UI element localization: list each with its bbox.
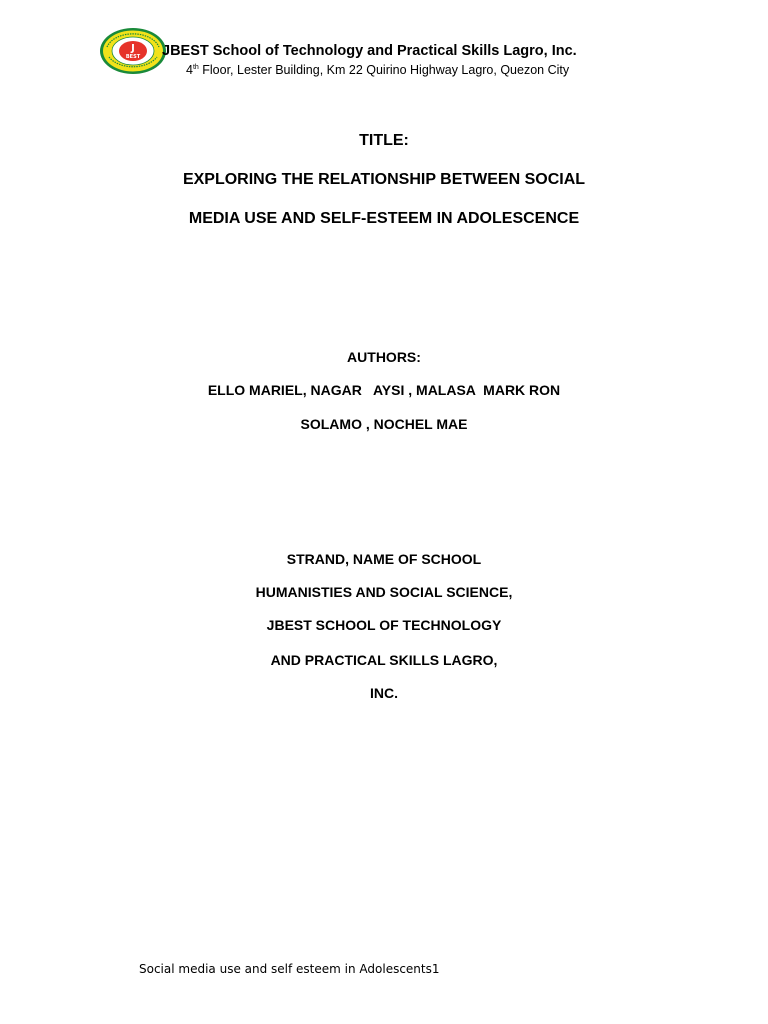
title-line-1: EXPLORING THE RELATIONSHIP BETWEEN SOCIAL [182,171,586,188]
strand-name-line: HUMANISTIES AND SOCIAL SCIENCE, [255,584,513,600]
school-name: JBEST School of Technology and Practical Skills Lagro, Inc. [162,43,577,59]
authors-line-2: SOLAMO , NOCHEL MAE [300,416,468,432]
strand-line: STRAND, NAME OF SCHOOL [286,551,482,567]
school-address [186,63,569,77]
school-seal-logo [99,27,167,75]
logo-text: BEST [125,54,141,60]
address-prefix: 4 [186,63,193,77]
school-line-3: INC. [370,685,398,701]
footer-text: Social media use and self esteem in Adolescents [139,962,432,976]
logo-letter: J [131,43,135,54]
school-line-1: JBEST SCHOOL OF TECHNOLOGY [266,617,502,633]
address-rest: Floor, Lester Building, Km 22 Quirino Highway Lagro, Quezon City [198,63,570,77]
title-line-2: MEDIA USE AND SELF-ESTEEM IN ADOLESCENCE [188,210,580,227]
title-label: TITLE: [359,132,409,149]
address-superscript: th [192,64,199,71]
authors-label: AUTHORS: [347,349,421,365]
authors-line-1: ELLO MARIEL, NAGAR AYSI , MALASA MARK RON [207,382,561,398]
page-footer [139,962,440,976]
school-line-2: AND PRACTICAL SKILLS LAGRO, [270,652,498,668]
page-number: 1 [431,962,440,976]
